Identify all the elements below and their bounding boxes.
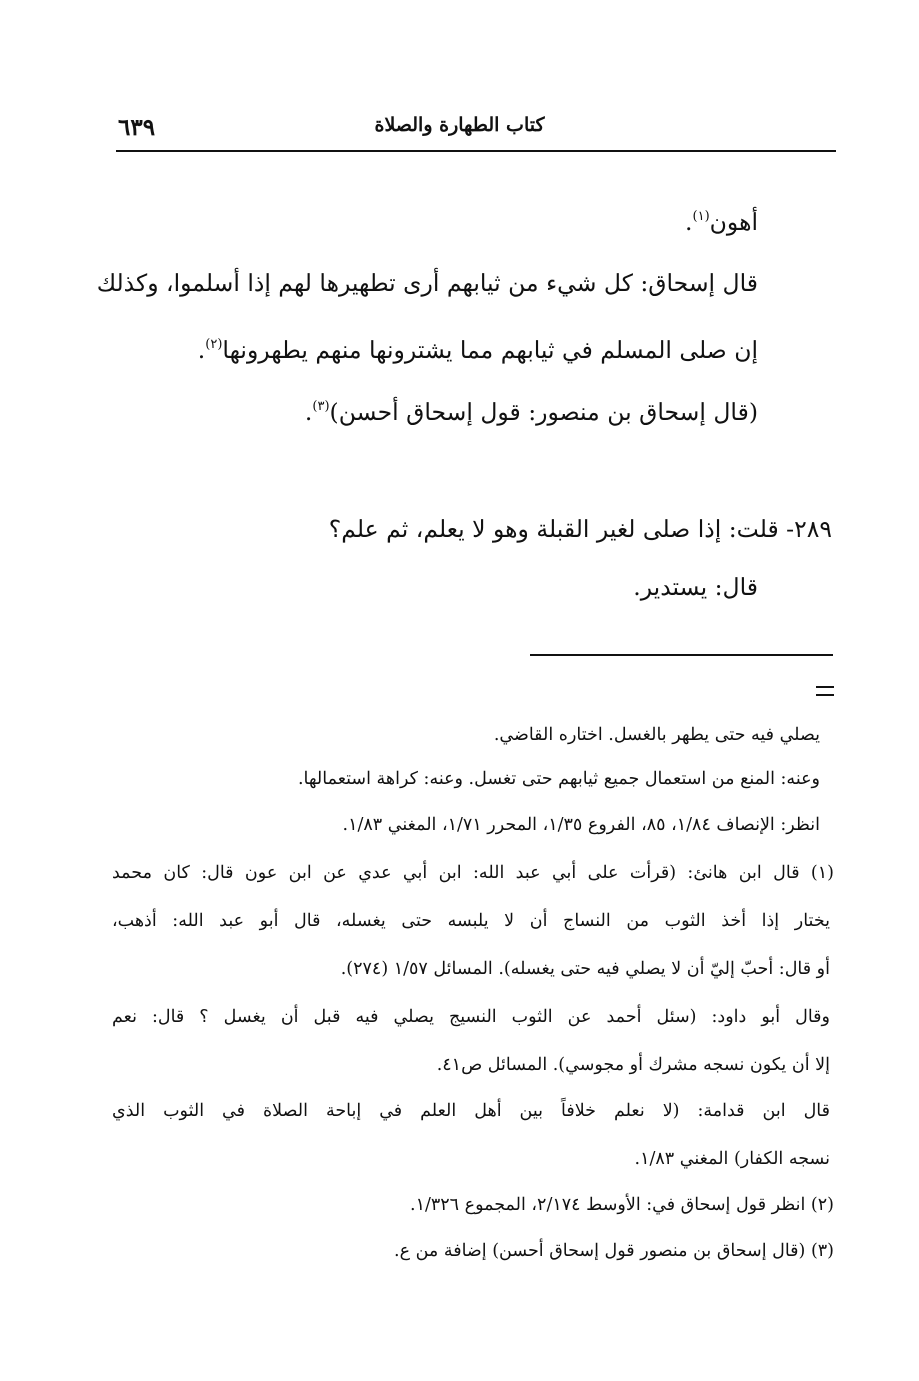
footnote-line: وعنه: المنع من استعمال جميع ثيابهم حتى تغسل. وعنه: كراهة استعمالها. bbox=[297, 769, 820, 789]
footnote-line: نسجه الكفار) المغني ١/٨٣. bbox=[634, 1149, 830, 1169]
footnote-ref: (٢) bbox=[205, 337, 223, 352]
footnote-ref: (٣) bbox=[312, 399, 330, 414]
footnote-line: انظر: الإنصاف ١/٨٤، ٨٥، الفروع ١/٣٥، المحرر ١/٧١، المغني ١/٨٣. bbox=[342, 815, 820, 835]
footnote-line: وقال أبو داود: (سئل أحمد عن الثوب النسيج يصلي فيه قبل أن يغسل ؟ قال: نعم bbox=[112, 1007, 830, 1027]
question-289: ٢٨٩- قلت: إذا صلى لغير القبلة وهو لا يعلم، ثم علم؟ bbox=[328, 515, 832, 543]
footnote-ref: (١) bbox=[692, 209, 710, 224]
main-text-line: (قال إسحاق بن منصور: قول إسحاق أحسن)$^{(٣)}$. bbox=[304, 398, 758, 426]
main-text-line: قال إسحاق: كل شيء من ثيابهم أرى تطهيرها لهم إذا أسلموا، وكذلك bbox=[96, 269, 758, 297]
continuation-mark bbox=[816, 686, 834, 696]
footnote-line: يصلي فيه حتى يطهر بالغسل. اختاره القاضي. bbox=[493, 725, 820, 745]
answer-line: قال: يستدير. bbox=[633, 573, 758, 601]
page-number: ٦٣٩ bbox=[118, 114, 156, 141]
footnote-line: أو قال: أحبّ إليّ أن لا يصلي فيه حتى يغسله). المسائل ١/٥٧ (٢٧٤). bbox=[340, 959, 830, 979]
footnote-2: (٢) انظر قول إسحاق في: الأوسط ٢/١٧٤، المجموع ١/٣٢٦. bbox=[409, 1195, 834, 1215]
footnote-3: (٣) (قال إسحاق بن منصور قول إسحاق أحسن) إضافة من ع. bbox=[394, 1241, 834, 1261]
main-text-line: إن صلى المسلم في ثيابهم مما يشترونها منهم يطهرونها$^{(٢)}$. bbox=[197, 336, 758, 364]
running-header-title: كتاب الطهارة والصلاة bbox=[374, 114, 545, 136]
header-rule bbox=[116, 150, 836, 152]
footnote-line: إلا أن يكون نسجه مشرك أو مجوسي). المسائل ص٤١. bbox=[436, 1055, 830, 1075]
footnote-line: قال ابن قدامة: (لا نعلم خلافاً بين أهل العلم في إباحة الصلاة في الثوب الذي bbox=[112, 1101, 830, 1121]
footnote-1: (١) قال ابن هانئ: (قرأت على أبي عبد الله: ابن أبي عدي عن ابن عون قال: كان محمد bbox=[112, 863, 834, 883]
footnote-separator bbox=[530, 654, 833, 656]
main-text-line: أهون$^{(١)}$. bbox=[685, 208, 758, 236]
footnote-line: يختار إذا أخذ الثوب من النساج أن لا يلبسه حتى يغسله، قال أبو عبد الله: أذهب، bbox=[112, 911, 830, 931]
